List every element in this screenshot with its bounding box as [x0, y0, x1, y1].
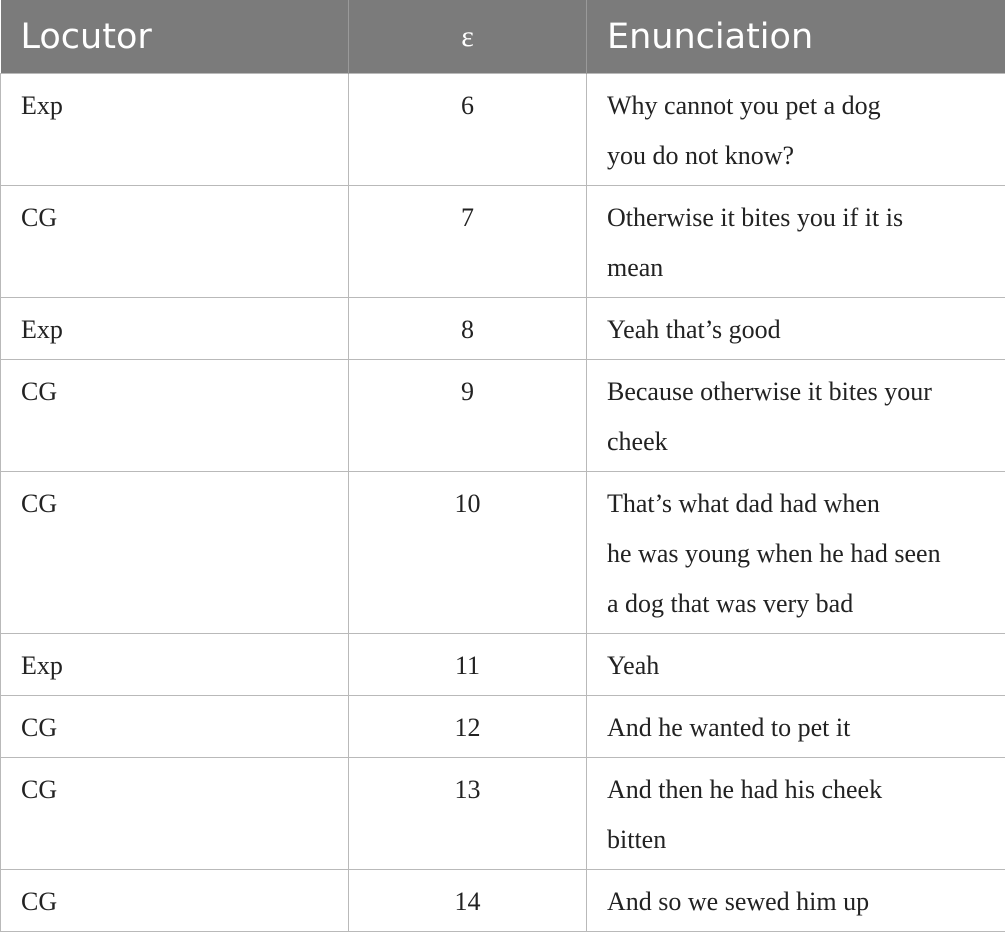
enunciation-line: bitten	[607, 825, 667, 854]
enunciation-cell	[587, 634, 1005, 696]
enunciation-cell	[587, 696, 1005, 758]
enunciation-cell	[587, 472, 1005, 634]
header-row	[1, 1, 1005, 74]
header-locutor: Locutor	[1, 1, 349, 74]
locutor-cell: CG	[1, 758, 349, 870]
enunciation-line: Why cannot you pet a dog	[607, 91, 881, 120]
table-header	[1, 1, 1005, 74]
locutor-cell: CG	[1, 870, 349, 932]
table-row	[1, 360, 1005, 472]
table-row	[1, 298, 1005, 360]
table-row	[1, 74, 1005, 186]
enunciation-line: And then he had his cheek	[607, 775, 883, 804]
enunciation-cell	[587, 186, 1005, 298]
enunciation-line: cheek	[607, 427, 668, 456]
locutor-cell: CG	[1, 696, 349, 758]
table-body	[1, 74, 1005, 932]
enunciation-line: That’s what dad had when	[607, 489, 880, 518]
enunciation-line: Otherwise it bites you if it is	[607, 203, 904, 232]
enunciation-line: And so we sewed him up	[607, 887, 870, 916]
epsilon-cell: 6	[349, 74, 587, 186]
locutor-cell: Exp	[1, 298, 349, 360]
enunciation-line: And he wanted to pet it	[607, 713, 851, 742]
locutor-cell: CG	[1, 186, 349, 298]
epsilon-cell: 7	[349, 186, 587, 298]
enunciation-cell	[587, 74, 1005, 186]
enunciation-line: you do not know?	[607, 141, 795, 170]
table-row	[1, 758, 1005, 870]
enunciation-line: Yeah	[607, 651, 660, 680]
enunciation-cell	[587, 360, 1005, 472]
table-row	[1, 634, 1005, 696]
epsilon-cell: 14	[349, 870, 587, 932]
enunciation-cell	[587, 758, 1005, 870]
enunciation-line: he was young when he had seen	[607, 539, 941, 568]
enunciation-line: Because otherwise it bites your	[607, 377, 932, 406]
header-enunciation: Enunciation	[587, 1, 1005, 74]
table-row	[1, 186, 1005, 298]
enunciation-line: mean	[607, 253, 664, 282]
locutor-cell: CG	[1, 472, 349, 634]
epsilon-cell: 9	[349, 360, 587, 472]
epsilon-cell: 13	[349, 758, 587, 870]
table-row	[1, 870, 1005, 932]
enunciation-line: a dog that was very bad	[607, 589, 854, 618]
enunciation-line: Yeah that’s good	[607, 315, 781, 344]
table-row	[1, 472, 1005, 634]
table-row	[1, 696, 1005, 758]
enunciation-cell	[587, 870, 1005, 932]
epsilon-cell: 8	[349, 298, 587, 360]
epsilon-cell: 12	[349, 696, 587, 758]
locutor-cell: CG	[1, 360, 349, 472]
epsilon-cell: 10	[349, 472, 587, 634]
header-epsilon: ε	[349, 1, 587, 74]
locutor-cell: Exp	[1, 74, 349, 186]
locutor-cell: Exp	[1, 634, 349, 696]
enunciation-cell	[587, 298, 1005, 360]
epsilon-cell: 11	[349, 634, 587, 696]
